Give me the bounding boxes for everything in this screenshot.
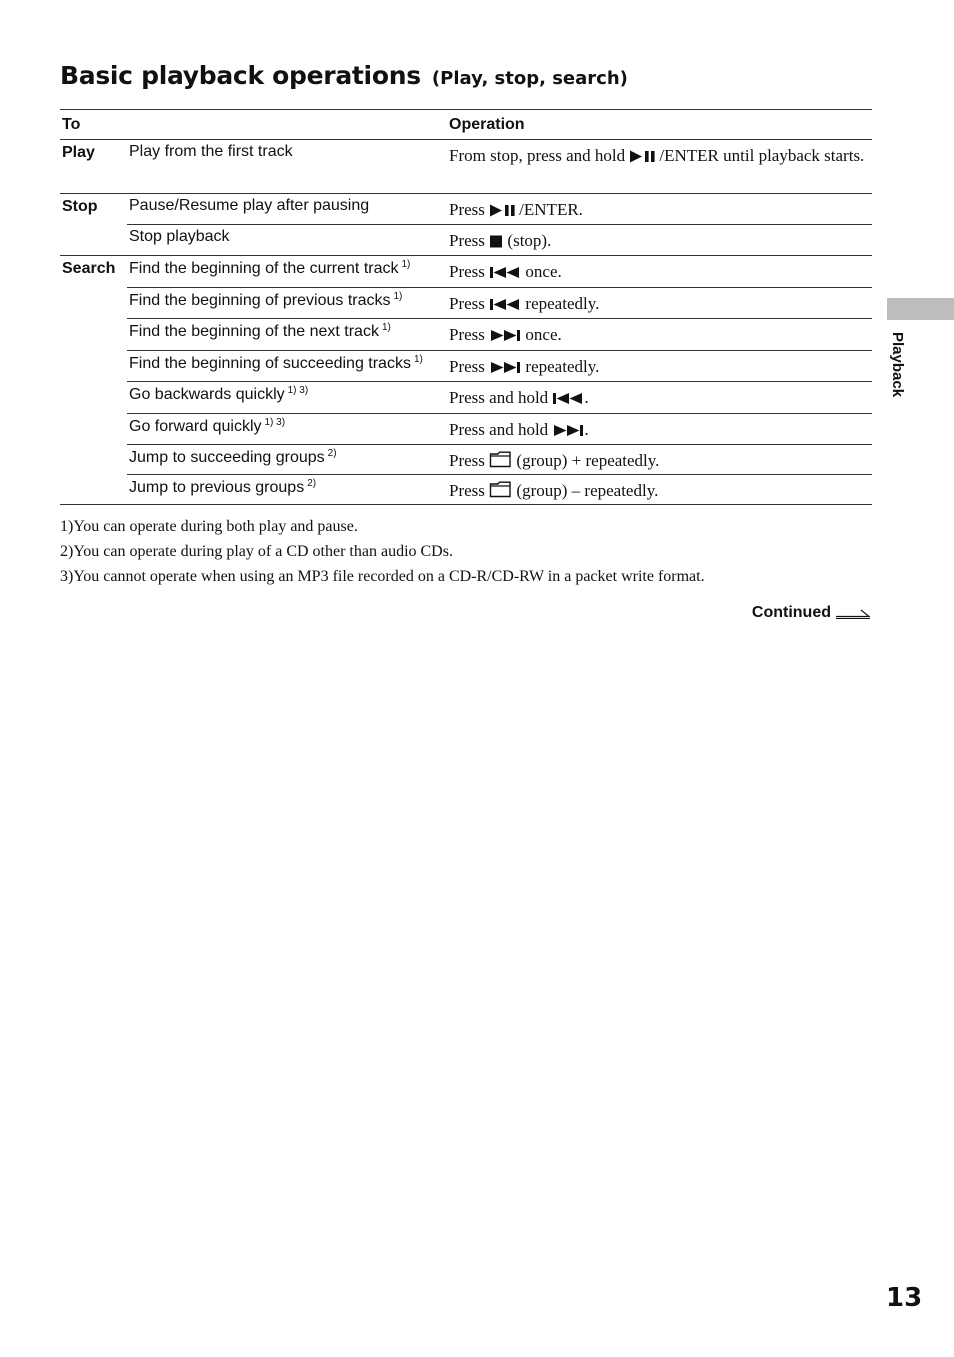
description-text: Find the beginning of the next track [129, 323, 379, 340]
operation-cell [447, 382, 872, 414]
operations-table [60, 109, 872, 505]
operation-suffix: /ENTER. [519, 200, 583, 219]
operation-suffix: /ENTER until playback starts. [659, 146, 865, 165]
footnote: 2)You can operate during play of a CD other than audio CDs. [60, 543, 453, 560]
operation-prefix: Press and hold [449, 420, 549, 439]
operation-suffix: (group) + repeatedly. [516, 451, 660, 470]
description-cell [127, 225, 447, 256]
operation-suffix: repeatedly. [525, 357, 600, 376]
operation-cell [447, 256, 872, 288]
description-text: Pause/Resume play after pausing [129, 197, 370, 214]
description-text: Find the beginning of previous tracks [129, 292, 391, 309]
category-label: Search [62, 260, 116, 277]
next-track-icon [552, 421, 584, 443]
table-row [60, 445, 872, 475]
description-cell [127, 475, 447, 505]
operation-cell [447, 475, 872, 505]
description-cell [127, 382, 447, 414]
operation-suffix: . [584, 388, 589, 407]
previous-track-icon [552, 389, 584, 411]
footnote-ref: 2) [307, 478, 317, 489]
side-tab-marker [887, 298, 954, 320]
stop-icon [489, 232, 503, 254]
operation-suffix: repeatedly. [525, 294, 600, 313]
folder-icon [489, 481, 512, 504]
description-text: Go forward quickly [129, 418, 262, 435]
category-cell [60, 140, 127, 194]
description-cell [127, 414, 447, 445]
operations-body [60, 140, 872, 505]
next-track-icon [489, 358, 521, 380]
previous-track-icon [489, 263, 521, 285]
operation-suffix: once. [525, 325, 562, 344]
description-cell [127, 319, 447, 351]
table-row [60, 319, 872, 351]
description-text: Stop playback [129, 228, 230, 245]
footnote-ref: 1) 3) [287, 385, 309, 396]
description-text: Find the beginning of the current track [129, 260, 399, 277]
play-pause-icon [629, 147, 659, 169]
play-pause-icon [489, 201, 519, 223]
operation-cell [447, 194, 872, 225]
footnote: 3)You cannot operate when using an MP3 file recorded on a CD-R/CD-RW in a packet write format. [60, 568, 705, 585]
operation-prefix: Press [449, 325, 485, 344]
description-cell [127, 256, 447, 288]
table-row [60, 194, 872, 225]
description-cell [127, 351, 447, 382]
footnote-ref: 1) [393, 291, 403, 302]
operation-prefix: Press [449, 294, 485, 313]
operation-prefix: From stop, press and hold [449, 146, 626, 165]
footnote: 1)You can operate during both play and pause. [60, 518, 358, 535]
table-row [60, 140, 872, 194]
description-cell [127, 288, 447, 319]
footnote-ref: 1) [401, 259, 411, 270]
table-row [60, 351, 872, 382]
previous-track-icon [489, 295, 521, 317]
table-row [60, 225, 872, 256]
operation-cell [447, 445, 872, 475]
category-label: Play [62, 144, 95, 161]
table-row [60, 256, 872, 288]
operation-prefix: Press [449, 231, 485, 250]
operation-suffix: (group) – repeatedly. [516, 481, 659, 500]
category-cell [60, 194, 127, 256]
operation-prefix: Press [449, 481, 485, 500]
operation-prefix: Press [449, 451, 485, 470]
operation-prefix: Press [449, 200, 485, 219]
description-text: Jump to succeeding groups [129, 449, 325, 466]
footnote-ref: 1) [413, 354, 423, 365]
continued-marker [752, 604, 871, 622]
description-cell [127, 194, 447, 225]
operation-cell [447, 414, 872, 445]
operation-suffix: once. [525, 262, 562, 281]
category-label: Stop [62, 198, 98, 215]
operation-prefix: Press [449, 357, 485, 376]
description-cell [127, 140, 447, 194]
continued-arrow-icon [835, 608, 871, 620]
title-main: Basic playback operations [60, 61, 421, 90]
operation-cell [447, 351, 872, 382]
operation-suffix: (stop). [507, 231, 552, 250]
table-row [60, 475, 872, 505]
description-text: Find the beginning of succeeding tracks [129, 355, 411, 372]
description-text: Jump to previous groups [129, 479, 305, 496]
header-to: To [60, 110, 447, 140]
continued-label: Continued [751, 604, 831, 621]
table-header-row [60, 110, 872, 140]
footnotes [60, 518, 705, 593]
description-cell [127, 445, 447, 475]
side-section-label: Playback [889, 332, 906, 398]
operation-cell [447, 319, 872, 351]
table-row [60, 288, 872, 319]
operation-prefix: Press and hold [449, 388, 549, 407]
operation-suffix: . [584, 420, 589, 439]
operation-cell [447, 140, 872, 194]
header-operation: Operation [447, 110, 872, 140]
footnote-ref: 2) [327, 448, 337, 459]
operation-prefix: Press [449, 262, 485, 281]
footnote-ref: 1) 3) [264, 417, 286, 428]
folder-icon [489, 451, 512, 474]
footnote-ref: 1) [381, 322, 391, 333]
title-sub: (Play, stop, search) [431, 68, 628, 89]
description-text: Go backwards quickly [129, 386, 285, 403]
category-cell [60, 256, 127, 505]
table-row [60, 382, 872, 414]
page-title [60, 54, 628, 92]
operation-cell [447, 225, 872, 256]
table-row [60, 414, 872, 445]
page-number: 13 [886, 1283, 923, 1313]
operation-cell [447, 288, 872, 319]
next-track-icon [489, 326, 521, 348]
description-text: Play from the first track [129, 143, 293, 160]
